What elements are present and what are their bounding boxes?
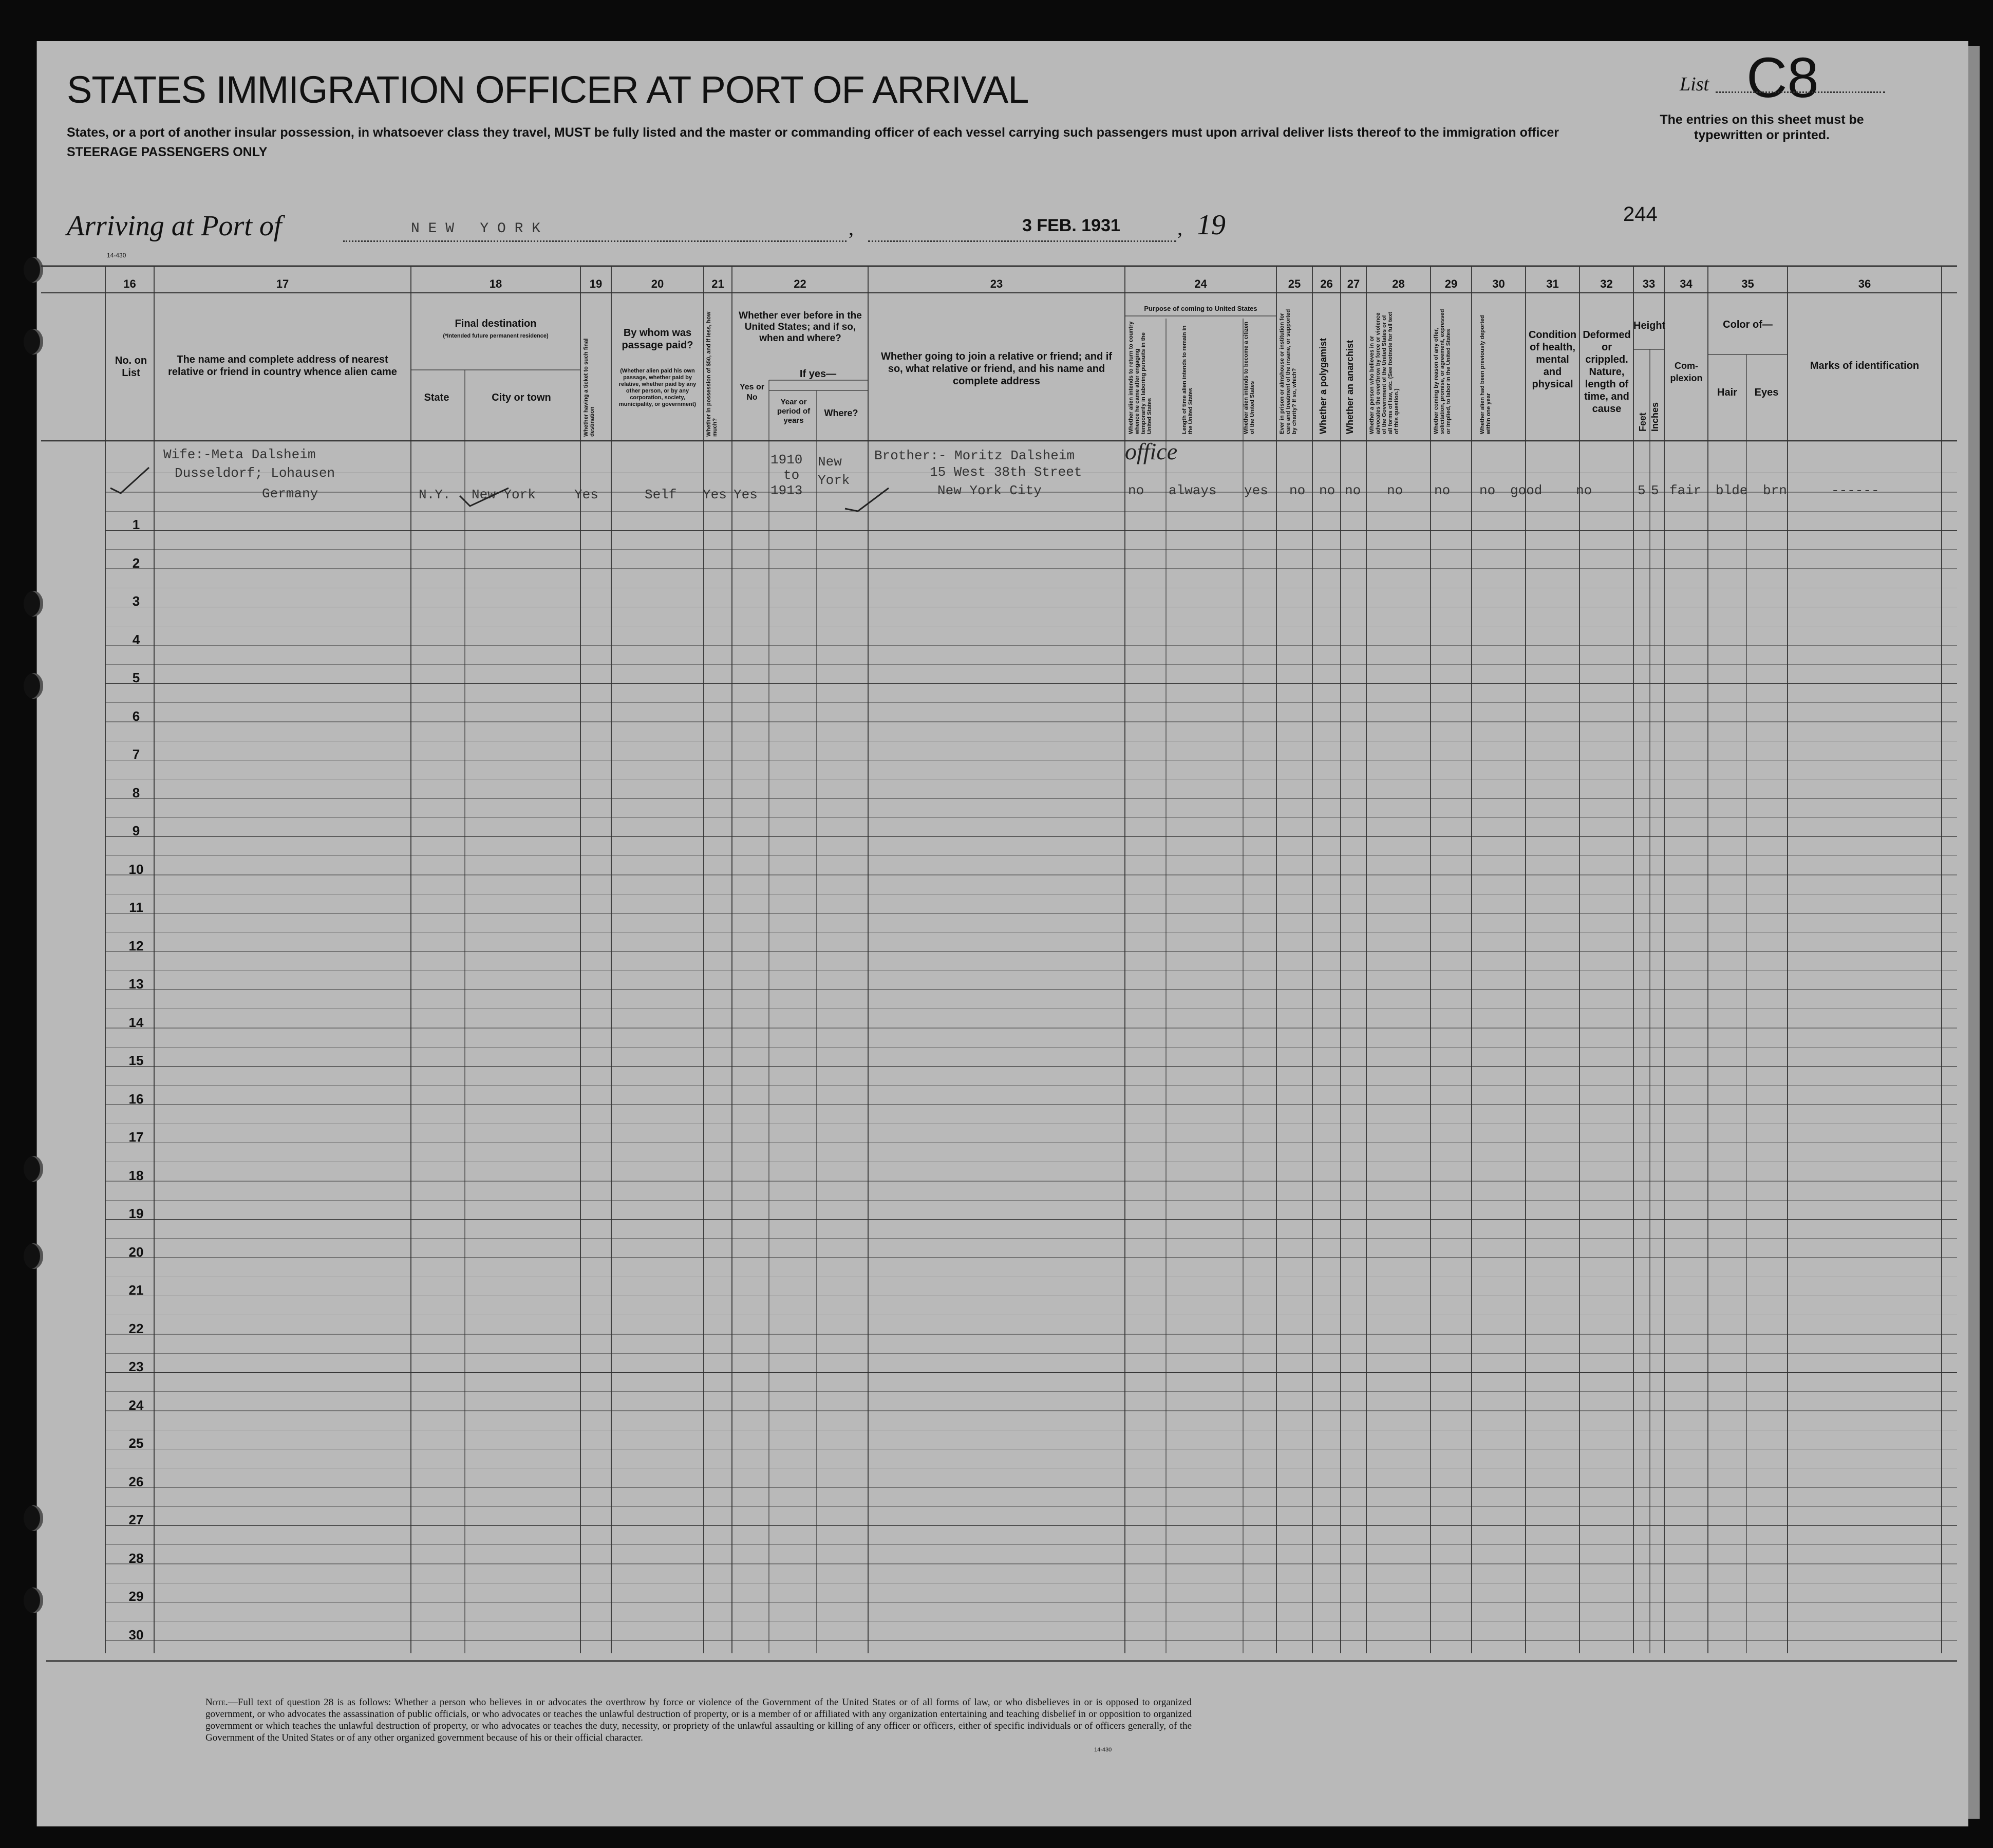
colnum-25: 25 [1288,277,1301,290]
join-relative: Brother:- Moritz Dalsheim [874,448,1075,463]
header-final-destination-note: (*Intended future permanent residence) [443,333,549,339]
length-stay-value: always [1169,483,1217,498]
inches-value: 5 [1651,483,1659,498]
row-number: 21 [128,1282,144,1298]
dest-city: New York [472,487,536,502]
colnum-26: 26 [1320,277,1333,290]
colnum-35: 35 [1741,277,1754,290]
complexion-value: fair [1669,483,1702,498]
colnum-23: 23 [990,277,1003,290]
list-label: List [1680,73,1709,95]
header-overthrow: Whether a person who believes in or advocates the overthrow by force or violence of the Government of the United States or of all forms of law, etc. (See footnote for full text of this question.) [1369,312,1400,434]
arriving-label: Arriving at Port of [67,210,282,242]
header-relative-address: The name and complete address of nearest relative or friend in country whence alien came [168,354,397,378]
checkmark-where [842,483,894,514]
period-to: to [783,468,800,483]
colnum-19: 19 [589,277,603,290]
header-passage-paid-note: (Whether alien paid his own passage, whether paid by relative, whether paid by any other person, or by any corporation, society, municipality, or government) [618,368,697,407]
overthrow-value: no [1387,483,1403,498]
header-eyes: Eyes [1754,387,1779,398]
where-line1: New [818,454,842,470]
footnote-lead: Note. [205,1697,228,1708]
polygamist-value: no [1319,483,1336,498]
typewritten-note: The entries on this sheet must be typewritten or printed. [1660,113,1864,142]
row-number: 12 [128,938,144,954]
row-number: 23 [128,1359,144,1374]
marks-value: ------ [1831,483,1879,498]
header-deported: Whether alien had been previously deported within one year [1479,315,1492,434]
row-number: 24 [128,1397,144,1413]
colnum-28: 28 [1392,277,1405,290]
header-ever-before: Whether ever before in the United States; and if so, when and where? [739,310,862,344]
return-country-value: no [1128,483,1144,498]
header-prison: Ever in prison or almshouse or institution for care and treatment of the insane, or supported by charity? If so, which? [1279,309,1298,434]
row-number: 7 [132,746,140,762]
row-number: 8 [132,785,140,800]
colnum-16: 16 [123,277,136,290]
header-hair: Hair [1717,387,1737,398]
row-number: 1 [132,517,140,532]
form-title: STATES IMMIGRATION OFFICER AT PORT OF ARRIVAL [67,68,1029,111]
checkmark-row1 [108,465,154,496]
join-city: New York City [937,483,1042,498]
offer-value: no [1434,483,1451,498]
header-height: Height [1633,320,1666,331]
header-inches: Inches [1650,402,1660,432]
header-deformed: Deformed or crippled. Nature, length of time, and cause [1583,329,1631,415]
header-period: Year or period of years [777,398,811,425]
passenger-class-note: STEERAGE PASSENGERS ONLY [67,145,268,159]
header-polygamist: Whether a polygamist [1318,338,1328,434]
header-where: Where? [824,408,858,418]
row-number: 20 [128,1244,144,1260]
row-number: 6 [132,708,140,724]
colnum-18: 18 [489,277,502,290]
header-join-relative: Whether going to join a relative or friend; and if so, what relative or friend, and his name and complete address [880,351,1113,387]
dest-state: N.Y. [419,487,451,502]
header-health: Condition of health, mental and physical [1528,329,1577,390]
header-purpose-return: Whether alien intends to return to country whence he came after engaging temporarily in laboring pursuits in the United States [1128,321,1153,434]
footnote-form-code: 14-430 [1094,1747,1112,1753]
row-number: 5 [132,670,140,685]
header-possession-50: Whether in possession of $50, and if less, how much? [706,311,718,437]
form-code: 14-430 [107,252,126,259]
row-number: 29 [128,1589,144,1604]
row-number: 30 [128,1627,144,1642]
form-instructions: States, or a port of another insular possession, in whatsoever class they travel, MUST be fully listed and the master or commanding officer of each vessel carrying such passengers must upon arrival deliver lists thereof to the immigration officer [67,125,1559,140]
join-street: 15 West 38th Street [930,464,1082,480]
relative-city: Dusseldorf; Lohausen [175,465,335,481]
row-number: 16 [128,1091,144,1107]
row-number: 27 [128,1512,144,1527]
colnum-27: 27 [1347,277,1360,290]
feet-value: 5 [1638,483,1646,498]
where-line2: York [818,473,850,488]
header-complexion: Com- plexion [1670,361,1703,383]
row-number: 2 [132,555,140,571]
date-stamp: 3 FEB. 1931 [1022,216,1120,235]
before-us-value: Yes [734,487,758,502]
paid-by-value: Self [645,487,677,502]
colnum-36: 36 [1858,277,1871,290]
ticket-value: Yes [574,487,598,502]
header-ticket: Whether having a ticket to such final destination [583,338,595,437]
header-no-on-list: No. on List [115,355,147,379]
header-final-destination: Final destination [455,318,537,329]
row-number: 18 [128,1167,144,1183]
deformed-value: no [1576,483,1592,498]
hair-value: blde [1716,483,1748,498]
colnum-21: 21 [711,277,724,290]
period-end: 1913 [770,483,803,498]
header-purpose: Purpose of coming to United States [1144,305,1257,312]
header-marks: Marks of identification [1810,360,1920,371]
header-offer: Whether coming by reason of any offer, solicitation, promise, or agreement, expressed or implied, to labor in the United States [1433,309,1452,434]
header-city: City or town [492,392,551,403]
header-if-yes: If yes— [799,368,837,380]
colnum-34: 34 [1680,277,1693,290]
colnum-20: 20 [651,277,664,290]
colnum-30: 30 [1492,277,1505,290]
row-number: 9 [132,823,140,838]
comma: , [1177,216,1182,239]
purpose-annotation: office [1125,438,1178,464]
sheet-number: 244 [1623,203,1658,226]
row-number: 22 [128,1320,144,1336]
row-number: 28 [128,1550,144,1566]
deported-value: no [1479,483,1496,498]
prison-value: no [1289,483,1306,498]
colnum-29: 29 [1444,277,1458,290]
footnote-q28 [205,1696,1192,1744]
colnum-17: 17 [276,277,289,290]
relative-country: Germany [262,486,318,501]
header-purpose-length: Length of time alien intends to remain in the United States [1181,325,1194,434]
has-50-value: Yes [703,487,727,502]
year-prefix: 19 [1197,209,1226,241]
header-feet: Feet [1638,412,1648,432]
colnum-22: 22 [794,277,806,290]
row-number: 14 [128,1014,144,1030]
list-code: C8 [1746,46,1819,109]
colnum-32: 32 [1600,277,1613,290]
header-yes-no: Yes or No [739,383,765,402]
eyes-value: brn [1763,483,1787,498]
row-number: 4 [132,631,140,647]
row-number: 13 [128,976,144,992]
header-passage-paid: By whom was passage paid? [622,327,693,351]
header-anarchist: Whether an anarchist [1345,340,1355,434]
row-number: 15 [128,1053,144,1068]
colnum-31: 31 [1546,277,1559,290]
health-value: good [1510,483,1543,498]
comma: , [849,216,854,239]
row-number: 26 [128,1473,144,1489]
footnote-text: —Full text of question 28 is as follows: Whether a person who believes in or advocates the overthrow by force or violence of the Government of the United States or of all forms of law, or who disbelieves in or is opposed to organized government, or who advocates the assassination of public officials, or who advocates or teaches the unlawful destruction of property, or is a member of or affiliated with any organization entertaining and teaching disbelief in or opposition to organized government or which teaches the unlawful destruction of property, or who advocates or teaches the duty, necessity, or propriety of the unlawful assaulting or killing of any officer or officers, either of specific individuals or of officers generally, of the Government of the United States or of any other organized government because of his or their official character. [205,1697,1192,1743]
colnum-33: 33 [1642,277,1656,290]
header-color: Color of— [1723,319,1773,330]
row-number: 11 [129,900,143,915]
row-number: 3 [132,593,140,609]
row-number: 10 [128,861,144,877]
relative-name: Wife:-Meta Dalsheim [163,447,316,462]
anarchist-value: no [1345,483,1361,498]
row-number: 25 [128,1435,144,1451]
header-purpose-citizen: Whether alien intends to become a citizen of the United States [1243,322,1255,434]
port-value: N E W Y O R K [411,221,541,237]
row-number: 19 [128,1206,144,1221]
row-number: 17 [128,1129,144,1145]
checkmark-city [457,483,514,509]
period-start: 1910 [770,452,803,468]
header-state: State [424,392,449,403]
citizen-value: yes [1244,483,1268,498]
colnum-24: 24 [1194,277,1207,290]
